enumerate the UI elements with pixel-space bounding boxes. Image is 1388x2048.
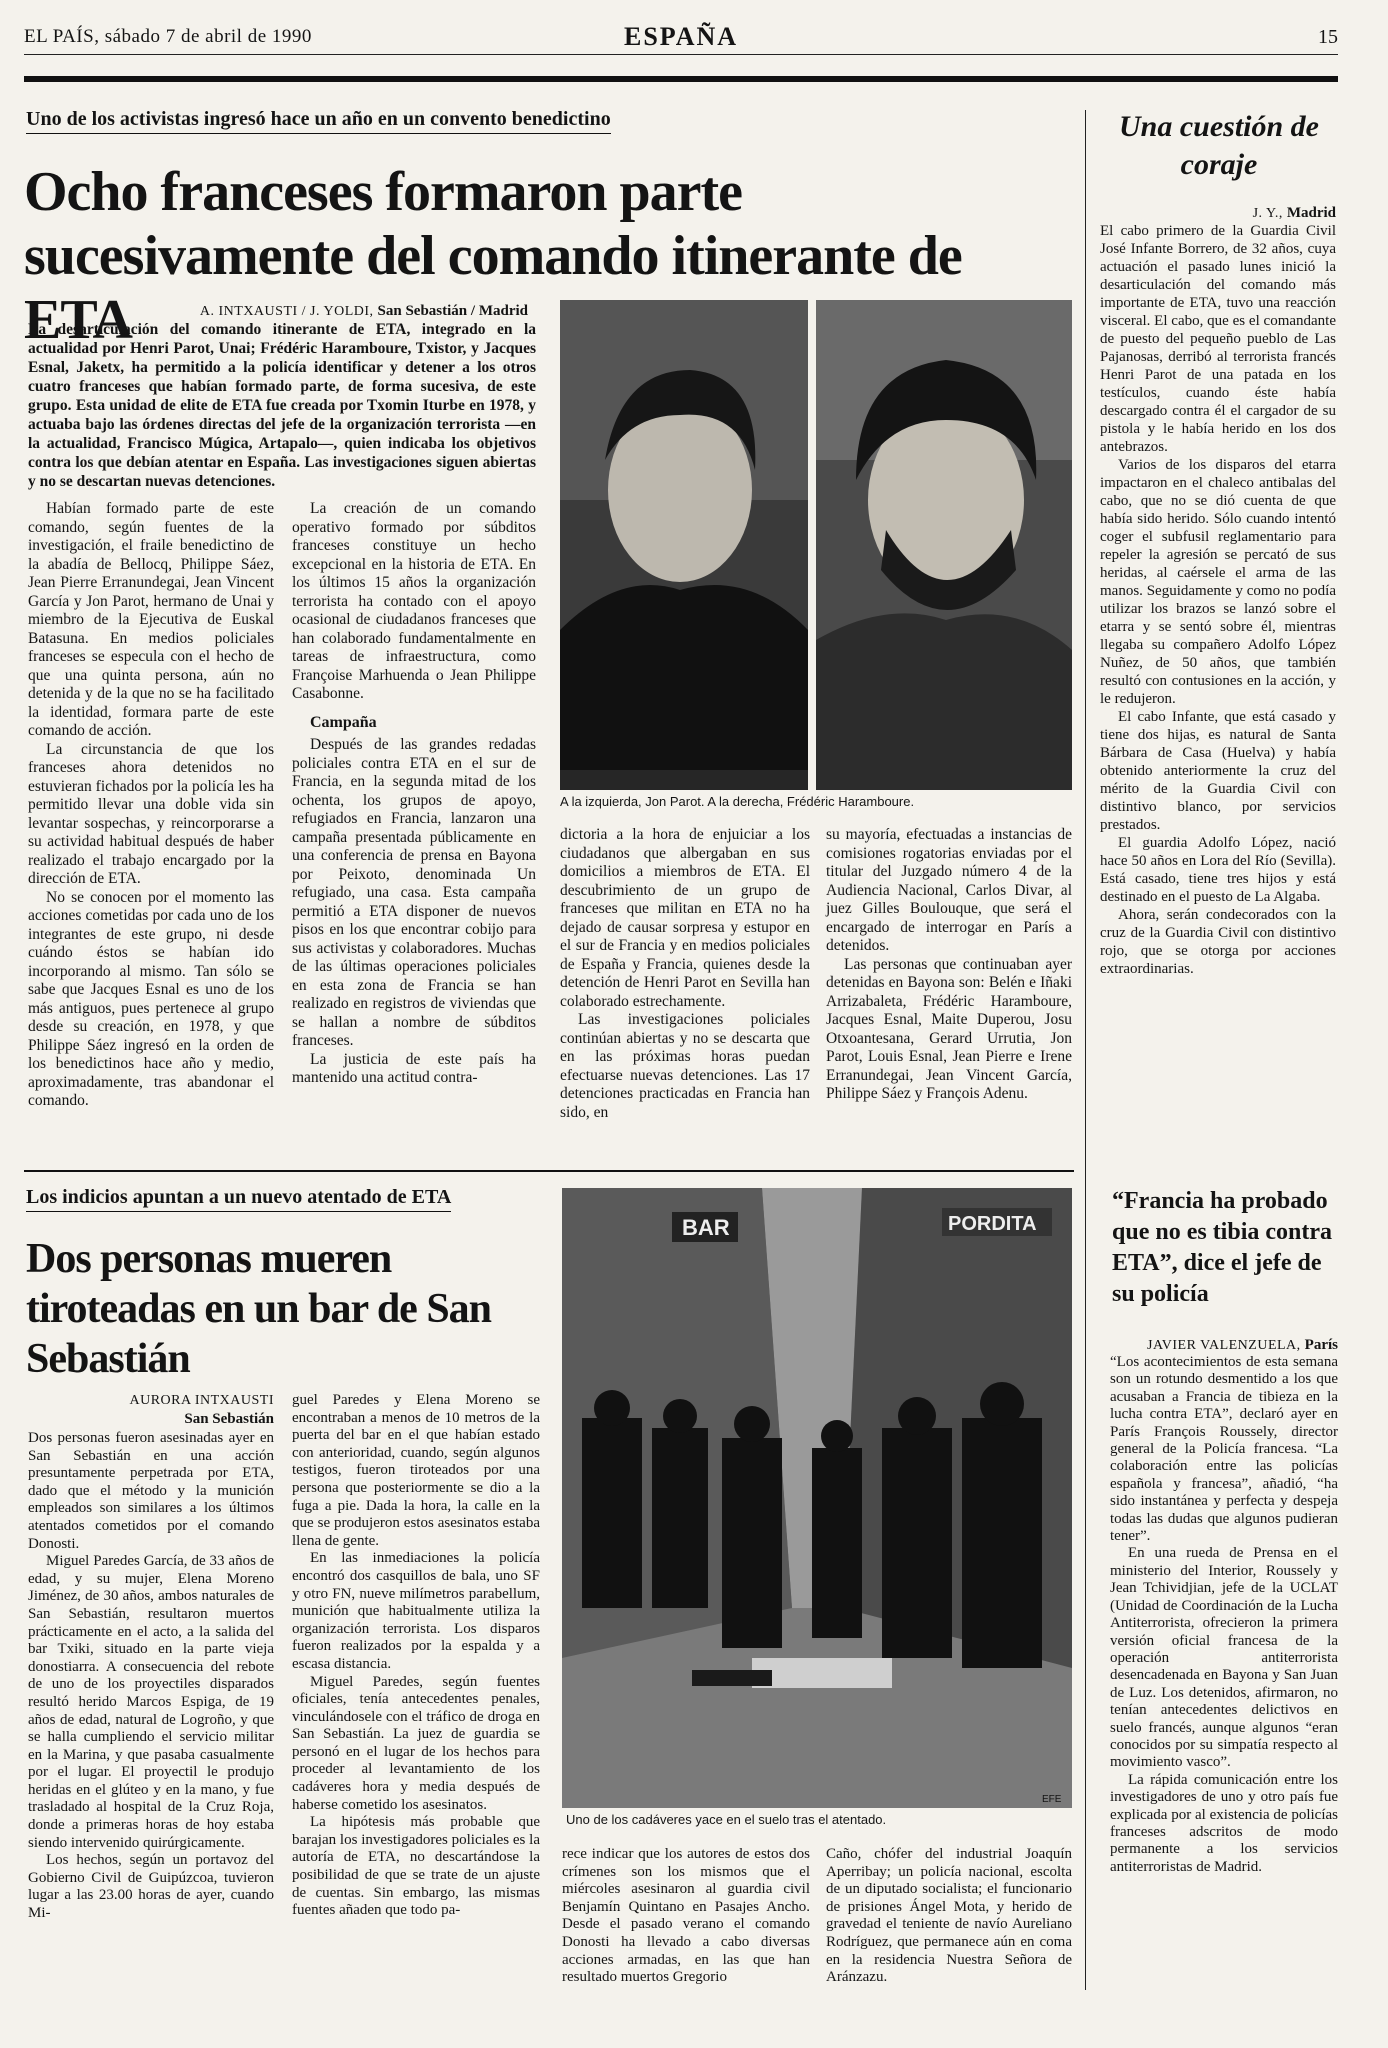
paragraph: La hipótesis más probable que barajan los investigadores policiales es la autoría de ETA, no descartándose la posibilidad de que se trate de un ajuste de cuentas. Sin embargo, las mismas fuentes añaden que todo pa- bbox=[292, 1814, 540, 1919]
portrait-illustration bbox=[560, 300, 808, 790]
paragraph: La creación de un comando operativo formado por súbditos franceses constituye un hecho excepcional en la historia de ETA. En los últimos 15 años la organización terrorista ha contado con el apoyo ocasional de ciudadanos franceses que han colaborado fundamentalmente en tareas de infraestructura, como Françoise Marhuenda o Jean Philippe Casabonne. bbox=[292, 500, 536, 702]
paragraph: Habían formado parte de este comando, según fuentes de la investigación, el fraile benedictino de la abadía de Bellocq, Philippe Sáez, Jean Pierre Erranundegai, Jean Vincent García y Jon Parot, hermano de Unai y miembro de la Ejecutiva de Euskal Batasuna. En medios policiales franceses se especula con el hecho de que una quinta persona, aún no detenida y de la que no se ha facilitado la identidad, formara parte de este comando de acción. bbox=[28, 500, 274, 739]
article1-headline: Ocho franceses formaron parte sucesivamente del comando itinerante de ETA bbox=[24, 161, 962, 351]
photo-jon-parot bbox=[560, 300, 808, 790]
article1-column-1 bbox=[28, 500, 274, 1111]
paragraph: La justicia de este país ha mantenido una actitud contra- bbox=[292, 1050, 536, 1086]
sidebar2-body bbox=[1110, 1354, 1338, 1876]
article1-byline bbox=[28, 302, 528, 320]
newspaper-date: EL PAÍS, sábado 7 de abril de 1990 bbox=[24, 26, 312, 47]
article2-headline: Dos personas mueren tiroteadas en un bar de San Sebastián bbox=[26, 1236, 492, 1382]
byline-place: San Sebastián bbox=[184, 1411, 274, 1427]
article2-column-2 bbox=[292, 1392, 540, 1920]
photo-crime-scene bbox=[562, 1188, 1072, 1808]
paragraph: El cabo primero de la Guardia Civil José Infante Borrero, de 32 años, cuya actuación el pasado lunes inició la desarticulación del comando más importante de ETA, tuvo una reacción visceral. El cabo, que es el comandante de puesto del pequeño pueblo de Las Pajanosas, derribó al terrorista francés Henri Parot de una patada en los testículos, cuando éste había descargado contra él el cargador de su pistola y le había herido en los dos antebrazos. bbox=[1100, 223, 1336, 455]
paragraph: guel Paredes y Elena Moreno se encontraban a menos de 10 metros de la puerta del bar en el que habían estado con anterioridad, cuando, según algunos testigos, fueron tiroteados por una persona que posteriormente se dio a la fuga a pie. Dada la hora, la calle en la que se produjeron estos asesinatos estaba llena de gente. bbox=[292, 1392, 540, 1549]
paragraph: En las inmediaciones la policía encontró dos casquillos de bala, uno SF y otro FN, nueve milímetros parabellum, munición que habitualmente utiliza la organización terrorista. Los disparos fueron realizados por la espalda y a escasa distancia. bbox=[292, 1550, 540, 1672]
sidebar2-title: “Francia ha probado que no es tibia contra ETA”, dice el jefe de su policía bbox=[1112, 1188, 1333, 1307]
article1-column-3 bbox=[560, 826, 810, 1122]
street-scene-illustration bbox=[562, 1188, 1072, 1808]
shop-sign: PORDITA bbox=[948, 1213, 1037, 1235]
article2-column-4 bbox=[826, 1846, 1072, 1987]
paragraph: su mayoría, efectuadas a instancias de comisiones rogatorias enviadas por el titular del Juzgado número 4 de la Audiencia Nacional, Carlos Divar, al juez Gilles Boulouque, que será el encargado de interrogar en París a detenidos. bbox=[826, 826, 1072, 954]
paragraph: Las investigaciones policiales continúan abiertas y no se descarta que en las próximas horas puedan efectuarse nuevas detenciones. Las 17 detenciones practicadas en Francia han sido, en bbox=[560, 1011, 810, 1121]
paragraph: rece indicar que los autores de estos dos crímenes son los mismos que el miércoles asesinaron al guardia civil Benjamín Quintano en Pasajes Ancho. Desde el pasado verano el comando Donosti ha llevado a cabo diversas acciones armadas, en las que han resultado muertos Gregorio bbox=[562, 1846, 810, 1986]
paragraph: Los hechos, según un portavoz del Gobierno Civil de Guipúzcoa, tuvieron lugar a las 23.00 horas de ayer, cuando Mi- bbox=[28, 1852, 274, 1922]
article1-lede: La desarticulación del comando itinerante de ETA, integrado en la actualidad por Henri Parot, Unai; Frédéric Haramboure, Txistor, y Jacques Esnal, Jaketx, ha permitido a la policía identificar y detener a los otros cuatro franceses que habían formado parte, de forma sucesiva, de este grupo. Esta unidad de elite de ETA fue creada por Txomin Iturbe en 1978, y actuaba bajo las órdenes directas del jefe de la organización terrorista —en la actualidad, Francisco Múgica, Artapalo—, quien indicaba los objetivos contra los que debían atentar en España. Las investigaciones siguen abiertas y no se descartan nuevas detenciones. bbox=[28, 321, 536, 490]
section-rule bbox=[24, 76, 1338, 82]
sidebar1-body bbox=[1100, 222, 1336, 978]
paragraph: Después de las grandes redadas policiales contra ETA en el sur de Francia, en la segunda mitad de los ochenta, los grupos de apoyo, refugiados en Francia, lanzaron una campaña presentada públicamente en una conferencia de prensa en Bayona por Peixoto, denominada Un refugiado, una casa. Esta campaña permitió a ETA disponer de nuevos pisos en los que encontrar cobijo para sus activistas y colaboradores. Muchas de las últimas operaciones policiales en esta zona de Francia se han realizado en registros de viviendas que se hallan a nombre de súbditos franceses. bbox=[292, 736, 536, 1049]
byline-authors: A. INTXAUSTI / J. YOLDI, bbox=[199, 304, 374, 319]
paragraph: Ahora, serán condecorados con la cruz de la Guardia Civil con distintivo rojo, que se otorga por acciones extraordinarias. bbox=[1100, 907, 1336, 977]
paragraph: Miguel Paredes García, de 33 años de edad, y su mujer, Elena Moreno Jiménez, de 30 años, ambos naturales de San Sebastián, resultaron muertos prácticamente en el acto, a la salida del bar Txiki, situado en la parte vieja donostiarra. A consecuencia del rebote de uno de los proyectiles disparados resultó herido Marcos Espiga, de 19 años de edad, natural de Logroño, y que se halla cumpliendo el servicio militar en la Marina, y que pasaba casualmente por el lugar. El proyectil le produjo heridas en el glúteo y en la mano, y fue trasladado al hospital de la Cruz Roja, donde a primeras horas de hoy estaba siendo intervenido quirúrgicamente. bbox=[28, 1553, 274, 1851]
article2-column-3 bbox=[562, 1846, 810, 1987]
article2-photo-caption: Uno de los cadáveres yace en el suelo tras el atentado. bbox=[566, 1812, 887, 1827]
column-divider bbox=[1085, 110, 1086, 1990]
article-divider bbox=[24, 1170, 1074, 1172]
article2-byline bbox=[28, 1392, 274, 1428]
page-number: 15 bbox=[1318, 26, 1338, 48]
article1-column-4 bbox=[826, 826, 1072, 1104]
sidebar2-byline bbox=[1110, 1336, 1338, 1354]
masthead-rule bbox=[24, 54, 1338, 55]
article1-subhead: Campaña bbox=[310, 713, 377, 731]
paragraph: Las personas que continuaban ayer detenidas en Bayona son: Belén e Iñaki Arrizabaleta, Frédéric Haramboure, Jacques Esnal, Maite Duperou, Josu Otxoantesana, Gerard Urrutia, Jon Parot, Louis Esnal, Jean Pierre e Irene Erranundegai, Jean Vincent García, Philippe Sáez y François Adenu. bbox=[826, 955, 1072, 1102]
paragraph: Miguel Paredes, según fuentes oficiales, tenía antecedentes penales, vinculándosele con el tráfico de droga en San Sebastián. La juez de guardia se personó en el lugar de los hechos para proceder al levantamiento de los cadáveres hora y media después de haberse cometido los asesinatos. bbox=[292, 1673, 540, 1813]
bar-sign: BAR bbox=[682, 1215, 730, 1240]
sidebar1-title: Una cuestión de coraje bbox=[1118, 110, 1319, 181]
article1-column-2 bbox=[292, 500, 536, 1088]
portrait-illustration bbox=[816, 300, 1072, 790]
byline-place: San Sebastián / Madrid bbox=[377, 303, 528, 319]
paragraph: Varios de los disparos del etarra impactaron en el chaleco antibalas del cabo, que no se dió cuenta de que había sido herido. Sólo cuando intentó coger el subfusil reglamentario para repeler la agresión se percató de sus heridas, al caérsele el arma de las manos. Seguidamente y como no podía utilizar los brazos se lanzó sobre el etarra y se sentó sobre él, mientras llegaba su compañero Adolfo López Nuñez, de 50 años, que también resultó con contusiones en la acción, y le redujeron. bbox=[1100, 457, 1336, 707]
byline-authors: AURORA INTXAUSTI bbox=[129, 1393, 274, 1408]
sidebar1-byline bbox=[1100, 204, 1336, 222]
photo-credit: EFE bbox=[1042, 1794, 1062, 1805]
article2-kicker: Los indicios apuntan a un nuevo atentado de ETA bbox=[26, 1186, 451, 1212]
section-title: ESPAÑA bbox=[624, 22, 739, 51]
byline-authors: JAVIER VALENZUELA, bbox=[1147, 1338, 1301, 1353]
byline-authors: J. Y., bbox=[1252, 206, 1283, 221]
paragraph: Caño, chófer del industrial Joaquín Aperribay; un policía nacional, escolta de un diputado socialista; el funcionario de prisiones Ángel Mota, y herido de gravedad el teniente de navío Aureliano Rodríguez, que permanece aún en coma en la residencia Nuestra Señora de Aránzazu. bbox=[826, 1846, 1072, 1986]
paragraph: “Los acontecimientos de esta semana son un rotundo desmentido a los que acusaban a Francia de tibieza en la lucha contra ETA”, declaró ayer en París François Roussely, director general de la Policía francesa. “La colaboración entre las policías española y francesa”, añadió, “ha sido instantánea y perfecta y despeja todas las dudas que algunos pudieran tener”. bbox=[1110, 1354, 1338, 1545]
paragraph: No se conocen por el momento las acciones cometidas por cada uno de los integrantes de este grupo, ni desde cuándo éstos se habían ido incorporando al mismo. Tan sólo se sabe que Jacques Esnal es uno de los más antiguos, pues pertenece al grupo desde su creación, en 1978, y que Philippe Sáez ingresó en la orden de los benedictinos hace año y medio, aproximadamente, tras abandonar el comando. bbox=[28, 888, 274, 1109]
photo-frederic-haramboure bbox=[816, 300, 1072, 790]
paragraph: Dos personas fueron asesinadas ayer en San Sebastián en una acción presuntamente perpetrada por ETA, dado que el método y la munición empleados son similares a los últimos atentados cometidos por el comando Donosti. bbox=[28, 1430, 274, 1552]
byline-place: Madrid bbox=[1286, 205, 1336, 221]
paragraph: La circunstancia de que los franceses ahora detenidos no estuvieran fichados por la policía les ha permitido llevar una doble vida sin levantar sospechas, y reincorporarse a su actividad habitual después de haber realizado el trabajo encargado por la dirección de ETA. bbox=[28, 740, 274, 887]
paragraph: La rápida comunicación entre los investigadores de uno y otro país fue explicada por al existencia de policías franceses adscritos de modo permanente a los servicios antiterroristas de Madrid. bbox=[1110, 1771, 1338, 1875]
paragraph: En una rueda de Prensa en el ministerio del Interior, Roussely y Jean Tchividjian, jefe de la UCLAT (Unidad de Coordinación de la Lucha Antiterrorista, ofrecieron la primera versión oficial francesa de la operación antiterrorista desencadenada en Bayona y San Juan de Luz. Los detenidos, afirmaron, no tenían antecedentes delictivos en suelo francés, aunque algunos “eran conocidos por su simpatía respecto al movimiento vasco”. bbox=[1110, 1545, 1338, 1771]
byline-place: París bbox=[1304, 1337, 1338, 1353]
paragraph: dictoria a la hora de enjuiciar a los ciudadanos que albergaban en sus domicilios a miembros de ETA. El descubrimiento de un grupo de franceses que militan en ETA no ha dejado de causar sorpresa y estupor en el sur de Francia y en medios policiales de España y Francia, quienes desde la detención de Henri Parot en Sevilla han colaborado estrechamente. bbox=[560, 826, 810, 1010]
article1-kicker: Uno de los activistas ingresó hace un año en un convento benedictino bbox=[26, 108, 611, 134]
article1-photo-caption: A la izquierda, Jon Parot. A la derecha, Frédéric Haramboure. bbox=[560, 794, 915, 809]
article2-column-1 bbox=[28, 1430, 274, 1923]
paragraph: El guardia Adolfo López, nació hace 50 años en Lora del Río (Sevilla). Está casado, tiene tres hijos y está destinado en el puesto de La Algaba. bbox=[1100, 835, 1336, 905]
masthead bbox=[24, 20, 1338, 54]
paragraph: El cabo Infante, que está casado y tiene dos hijas, es natural de Santa Bárbara de Casa (Huelva) y había obtenido anteriormente la cruz del mérito de la Guardia Civil con distintivo blanco, por servicios prestados. bbox=[1100, 709, 1336, 833]
